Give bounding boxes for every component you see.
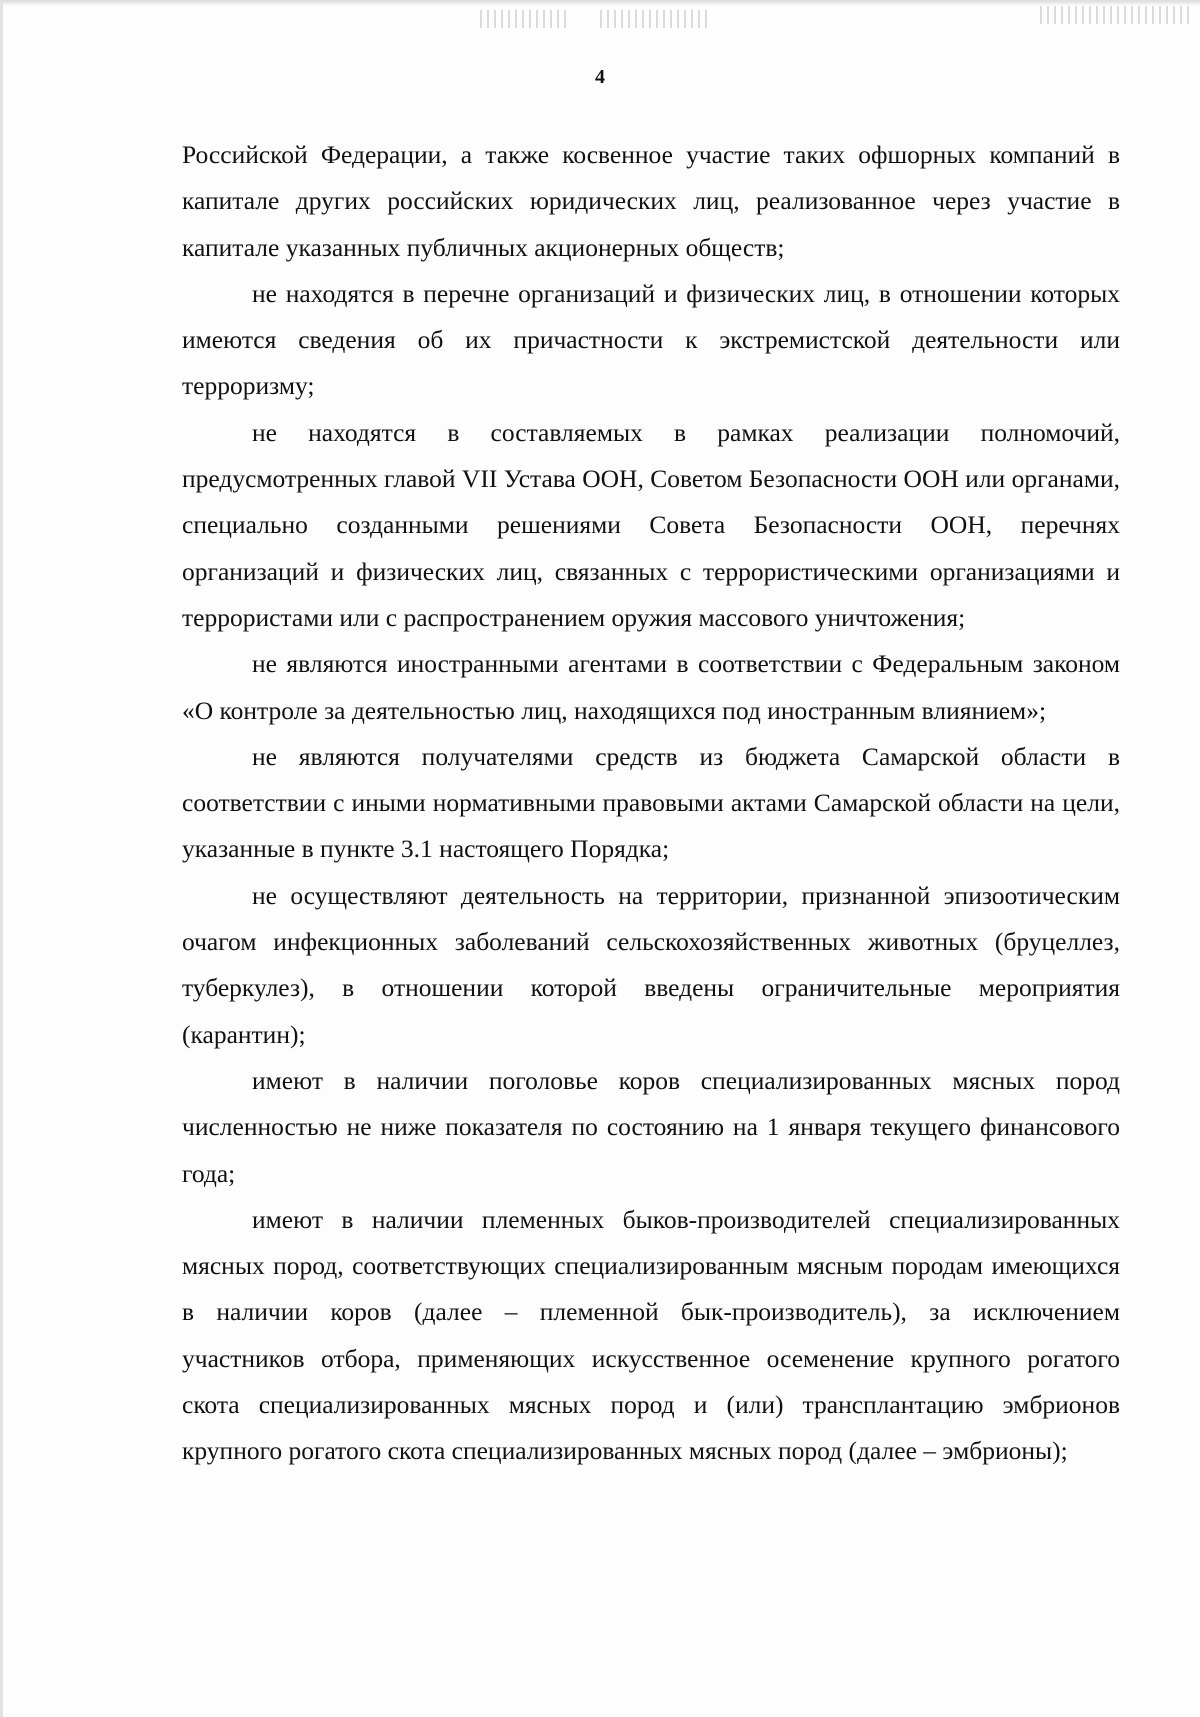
paragraph: не находятся в составляемых в рамках реализации полномочий, предусмотренных главой VII Устава ООН, Советом Безопасности ООН или органами, специально созданными решениями Совета Безопасности ООН, перечнях организаций и физических лиц, связанных с террористическими организациями и террористами или с распространением оружия массового уничтожения; [182, 417, 1120, 632]
scan-noise [600, 10, 710, 28]
paragraph: Российской Федерации, а также косвенное участие таких офшорных компаний в капитале других российских юридических лиц, реализованное через участие в капитале указанных публичных акционерных обществ; [182, 140, 1120, 262]
scan-noise [480, 10, 570, 28]
paragraph: не являются иностранными агентами в соответствии с Федеральным законом «О контроле за деятельностью лиц, находящихся под иностранным влиянием»; [182, 649, 1120, 725]
paragraph: не являются получателями средств из бюджета Самарской области в соответствии с иными нормативными правовыми актами Самарской области на цели, указанные в пункте 3.1 настоящего Порядка; [182, 741, 1120, 864]
scan-noise [1040, 6, 1190, 24]
paragraph: имеют в наличии поголовье коров специализированных мясных пород численностью не ниже показателя по состоянию на 1 января текущего финансового года; [182, 1065, 1120, 1188]
paragraph: не находятся в перечне организаций и физических лиц, в отношении которых имеются сведения об их причастности к экстремистской деятельности или терроризму; [182, 278, 1120, 401]
page-number: 4 [595, 66, 605, 88]
scan-top-edge [0, 0, 1200, 6]
paragraph: имеют в наличии племенных быков-производителей специализированных мясных пород, соответствующих специализированным мясным породам имеющихся в наличии коров (далее – племенной бык-производитель), за исключением участников отбора, применяющих искусственное осеменение крупного рогатого скота специализированных мясных пород и (или) трансплантацию эмбрионов крупного рогатого скота специализированных мясных пород (далее – эмбрионы); [182, 1204, 1120, 1466]
paragraph: не осуществляют деятельность на территории, признанной эпизоотическим очагом инфекционных заболеваний сельскохозяйственных животных (бруцеллез, туберкулез), в отношении которой введены ограничительные мероприятия (карантин); [182, 880, 1120, 1049]
scan-left-edge [0, 0, 3, 1717]
document-body [182, 132, 1120, 1475]
